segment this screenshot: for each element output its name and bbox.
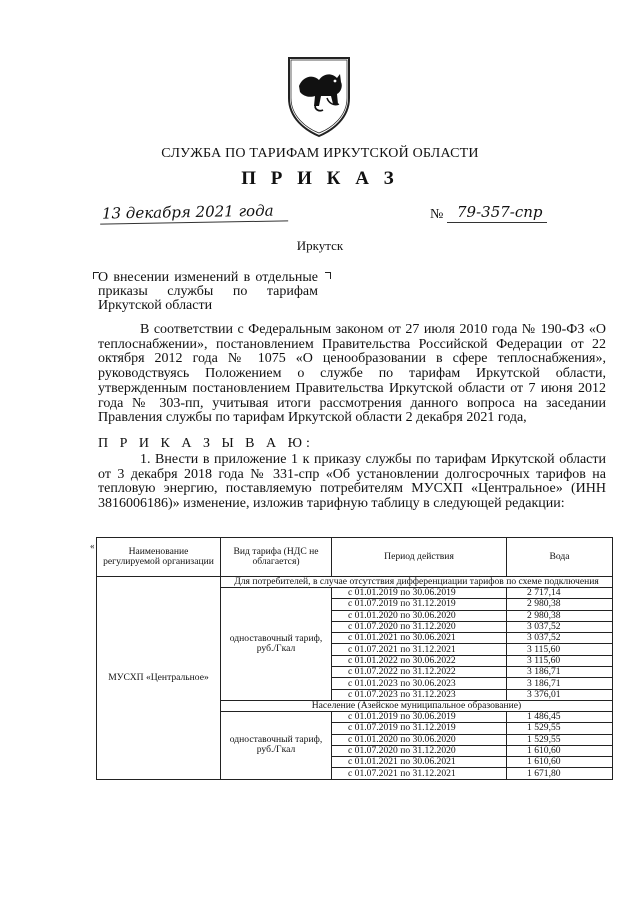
water-value-cell: 2 980,38 bbox=[507, 610, 613, 621]
tariff-kind-cell: одноставочный тариф, руб./Гкал bbox=[221, 588, 332, 701]
water-value-cell: 3 186,71 bbox=[507, 667, 613, 678]
period-cell: с 01.01.2023 по 30.06.2023 bbox=[332, 678, 507, 689]
handwritten-date: 13 декабря 2021 года bbox=[100, 201, 288, 224]
number-label: № bbox=[430, 207, 444, 222]
period-cell: с 01.07.2020 по 31.12.2020 bbox=[332, 745, 507, 756]
water-value-cell: 3 186,71 bbox=[507, 678, 613, 689]
quote-open: « bbox=[90, 541, 95, 551]
group-title: Население (Азейское муниципальное образование) bbox=[221, 700, 613, 711]
period-cell: с 01.01.2019 по 30.06.2019 bbox=[332, 711, 507, 722]
header-period: Период действия bbox=[332, 538, 507, 577]
water-value-cell: 3 115,60 bbox=[507, 644, 613, 655]
period-cell: с 01.01.2021 по 30.06.2021 bbox=[332, 757, 507, 768]
period-cell: с 01.07.2021 по 31.12.2021 bbox=[332, 644, 507, 655]
period-cell: с 01.07.2020 по 31.12.2020 bbox=[332, 621, 507, 632]
water-value-cell: 2 980,38 bbox=[507, 599, 613, 610]
table-body bbox=[97, 577, 613, 780]
water-value-cell: 1 671,80 bbox=[507, 768, 613, 779]
water-value-cell: 2 717,14 bbox=[507, 588, 613, 599]
period-cell: с 01.07.2019 по 31.12.2019 bbox=[332, 599, 507, 610]
order-subject: О внесении изменений в отдельные приказы службы по тарифам Иркутской области bbox=[98, 270, 318, 313]
period-cell: с 01.01.2019 по 30.06.2019 bbox=[332, 588, 507, 599]
water-value-cell: 3 115,60 bbox=[507, 655, 613, 666]
organization-name: СЛУЖБА ПО ТАРИФАМ ИРКУТСКОЙ ОБЛАСТИ bbox=[161, 146, 479, 161]
water-value-cell: 1 486,45 bbox=[507, 711, 613, 722]
irkutsk-coat-of-arms-icon bbox=[283, 52, 355, 138]
water-value-cell: 1 529,55 bbox=[507, 734, 613, 745]
item-1-paragraph: 1. Внести в приложение 1 к приказу службы по тарифам Иркутской области от 3 декабря 2018 года № 331-спр «Об установлении долгосрочных тарифов на тепловую энергию, поставляемую потребителям МУСХП «Центральное» (ИНН 3816006186)» изменение, изложив тарифную таблицу в следующей редакции: bbox=[98, 452, 606, 512]
org-name-cell: МУСХП «Центральное» bbox=[97, 577, 221, 780]
water-value-cell: 3 037,52 bbox=[507, 633, 613, 644]
subject-bracket-right bbox=[325, 272, 331, 279]
water-value-cell: 1 610,60 bbox=[507, 757, 613, 768]
tariff-table bbox=[96, 537, 613, 780]
document-type: П Р И К А З bbox=[241, 168, 399, 189]
period-cell: с 01.01.2021 по 30.06.2021 bbox=[332, 633, 507, 644]
city: Иркутск bbox=[296, 238, 344, 253]
tariff-kind-cell: одноставочный тариф, руб./Гкал bbox=[221, 711, 332, 779]
table-header-row bbox=[97, 538, 613, 577]
water-value-cell: 3 376,01 bbox=[507, 689, 613, 700]
preamble-paragraph: В соответствии с Федеральным законом от 27 июля 2010 года № 190-ФЗ «О теплоснабжении», постановлением Правительства Российской Федерации от 22 октября 2012 года № 1075 «О ценообразовании в сфере теплоснабжения», руководствуясь Положением о службе по тарифам Иркутской области, утвержденным постановлением Правительства Иркутской области от 7 июня 2012 года № 303-пп, учитывая итоги рассмотрения данного вопроса на заседании Правления службы по тарифам Иркутской области 2 декабря 2021 года, bbox=[98, 322, 606, 426]
header-org: Наименование регулируемой организации bbox=[97, 538, 221, 577]
period-cell: с 01.01.2020 по 30.06.2020 bbox=[332, 610, 507, 621]
period-cell: с 01.01.2022 по 30.06.2022 bbox=[332, 655, 507, 666]
header-kind: Вид тарифа (НДС не облагается) bbox=[221, 538, 332, 577]
period-cell: с 01.07.2021 по 31.12.2021 bbox=[332, 768, 507, 779]
table-row bbox=[97, 577, 613, 588]
handwritten-number: 79-357-спр bbox=[447, 203, 547, 223]
water-value-cell: 1 529,55 bbox=[507, 723, 613, 734]
water-value-cell: 1 610,60 bbox=[507, 745, 613, 756]
period-cell: с 01.07.2019 по 31.12.2019 bbox=[332, 723, 507, 734]
period-cell: с 01.01.2020 по 30.06.2020 bbox=[332, 734, 507, 745]
order-word: П Р И К А З Ы В А Ю: bbox=[98, 436, 314, 451]
period-cell: с 01.07.2023 по 31.12.2023 bbox=[332, 689, 507, 700]
header-water: Вода bbox=[507, 538, 613, 577]
group-title: Для потребителей, в случае отсутствия дифференциации тарифов по схеме подключения bbox=[221, 577, 613, 588]
water-value-cell: 3 037,52 bbox=[507, 621, 613, 632]
period-cell: с 01.07.2022 по 31.12.2022 bbox=[332, 667, 507, 678]
